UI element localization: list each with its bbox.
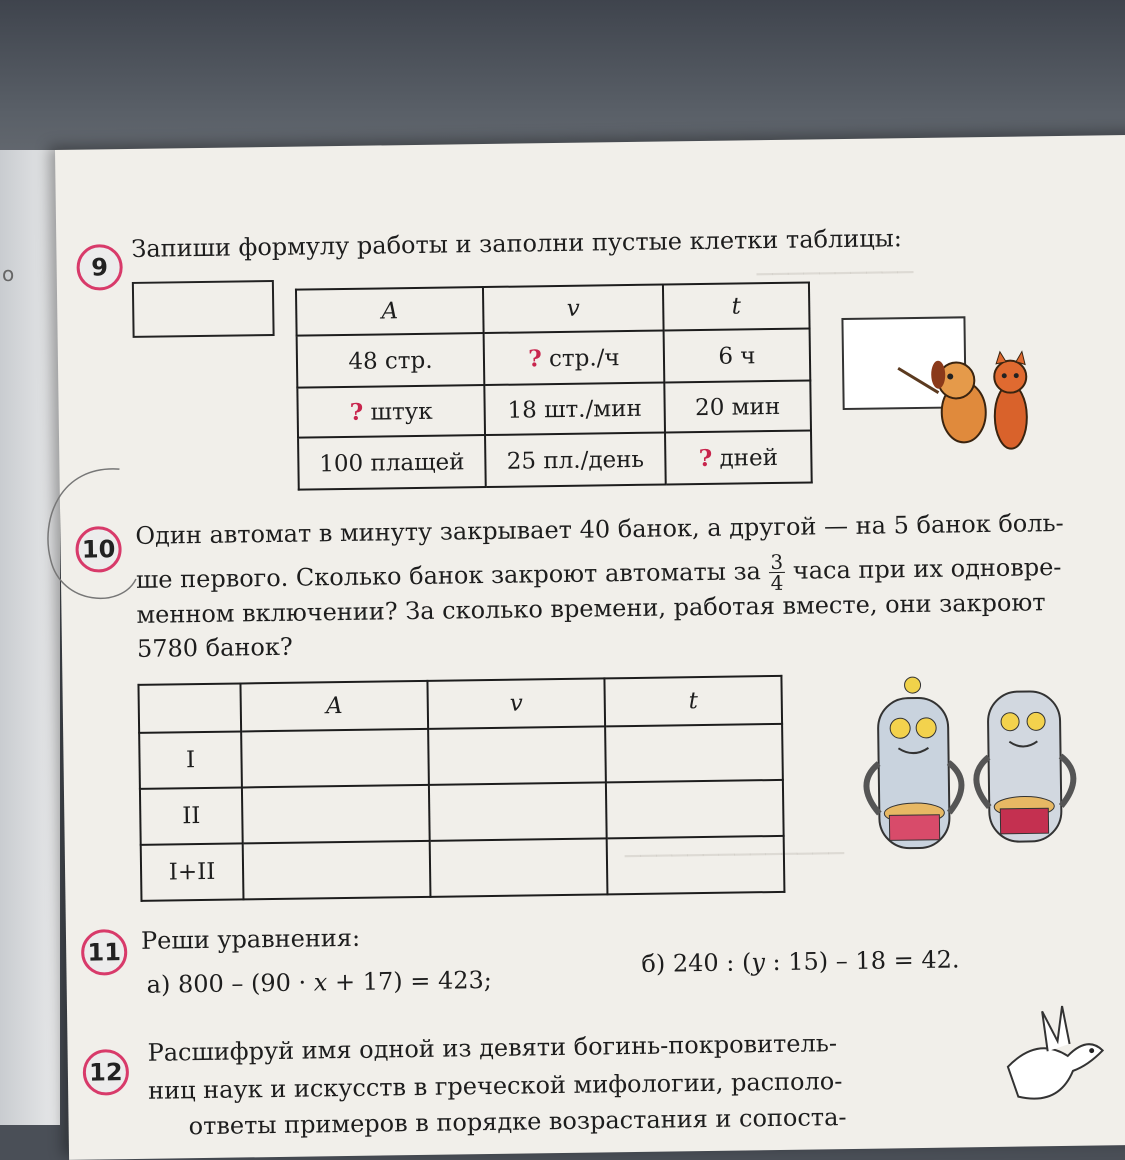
table-cell: ? стр./ч — [484, 331, 665, 386]
empty-cell[interactable] — [242, 785, 430, 844]
table-cell: 25 пл./день — [485, 433, 666, 488]
empty-cell[interactable] — [605, 724, 783, 782]
equation-a: а) 800 – (90 · x + 17) = 423; — [146, 965, 493, 999]
task10-line3: менном включении? За сколько времени, работая вместе, они закроют — [136, 588, 1046, 629]
empty-cell[interactable] — [607, 836, 785, 894]
empty-cell[interactable] — [243, 841, 431, 900]
empty-cell[interactable] — [606, 780, 784, 838]
show-through-text: ────────── — [756, 258, 914, 291]
task10-table — [137, 675, 785, 902]
row-label-1: I — [139, 731, 242, 788]
fraction: $\frac{3}{4}$ — [770, 549, 784, 596]
task-number-11: 11 — [81, 929, 128, 976]
task12-line3: ответы примеров в порядке возрастания и сопоста- — [188, 1103, 847, 1141]
row-label-sum: I+II — [141, 843, 244, 900]
empty-cell[interactable] — [429, 782, 607, 840]
task9-table — [295, 281, 813, 490]
empty-cell[interactable] — [428, 726, 606, 784]
header-t: t — [663, 282, 810, 330]
stray-character: о — [2, 262, 15, 286]
dog-cat-illustration — [837, 311, 1039, 474]
empty-cell[interactable] — [241, 729, 429, 788]
formula-box[interactable] — [132, 280, 275, 338]
task12-line2: ниц наук и искусств в греческой мифологии, располо- — [147, 1067, 843, 1105]
table-cell: ? штук — [297, 385, 485, 438]
header-t: t — [604, 676, 782, 726]
task-number-9: 9 — [76, 244, 123, 291]
task12-line1: Расшифруй имя одной из девяти богинь-покровитель- — [147, 1029, 838, 1067]
bird-illustration — [987, 995, 1119, 1117]
task11-title: Реши уравнения: — [140, 923, 361, 955]
empty-cell[interactable] — [430, 838, 608, 896]
previous-page-edge — [0, 150, 60, 1125]
task-number-12: 12 — [83, 1049, 130, 1096]
header-v: v — [483, 285, 664, 334]
table-cell: 100 плащей — [298, 435, 486, 490]
task10-line1: Один автомат в минуту закрывает 40 банок, а другой — на 5 банок боль- — [135, 508, 1064, 550]
task-number-10: 10 — [75, 526, 122, 573]
row-label-2: II — [140, 787, 243, 844]
task10-line4: 5780 банок? — [136, 632, 293, 663]
textbook-page — [55, 135, 1125, 1160]
robots-illustration — [842, 670, 1105, 864]
table-cell: 6 ч — [664, 328, 811, 382]
header-a: A — [240, 681, 428, 732]
table-cell: 48 стр. — [297, 333, 485, 388]
table-cell: 18 шт./мин — [484, 383, 665, 436]
header-empty — [138, 683, 241, 732]
show-through-text: ────────────── — [624, 839, 845, 873]
equation-b: б) 240 : (y : 15) – 18 = 42. — [641, 945, 960, 978]
header-v: v — [427, 678, 605, 728]
task10-line2: ше первого. Сколько банок закроют автоматы за $\frac{3}{4}$ часа при их одновре- — [135, 549, 1062, 596]
table-cell: ? дней — [665, 430, 812, 484]
task9-instruction: Запиши формулу работы и заполни пустые клетки таблицы: — [131, 224, 903, 263]
header-a: A — [296, 287, 484, 336]
table-cell: 20 мин — [664, 380, 811, 432]
